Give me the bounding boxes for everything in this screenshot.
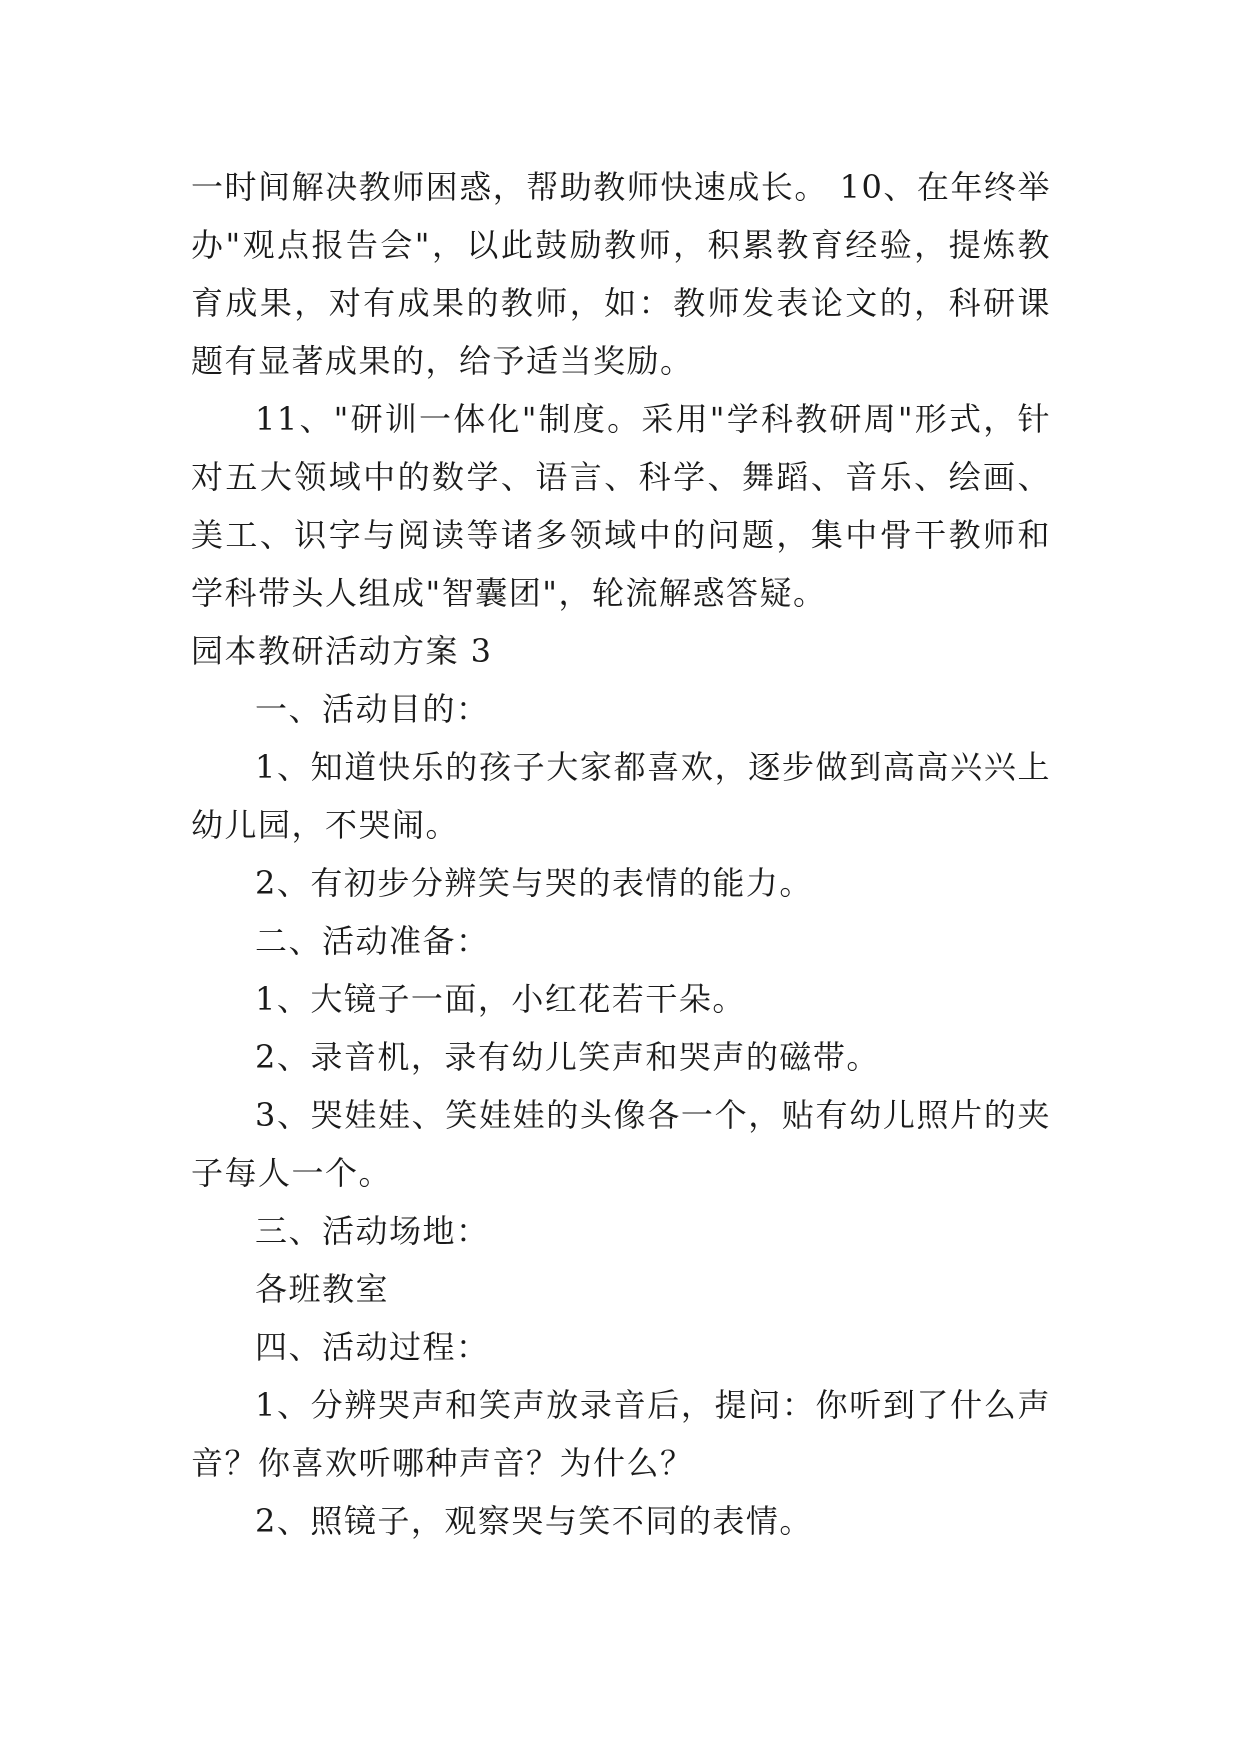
paragraph: 一时间解决教师困惑，帮助教师快速成长。 10、在年终举办"观点报告会"，以此鼓励教师，积累教育经验，提炼教育成果，对有成果的教师，如：教师发表论文的，科研课题有显著成果的，给予适当奖励。 bbox=[191, 168, 1051, 380]
paragraph: 1、大镜子一面，小红花若干朵。 bbox=[255, 980, 746, 1018]
paragraph: 3、哭娃娃、笑娃娃的头像各一个，贴有幼儿照片的夹子每人一个。 bbox=[191, 1096, 1051, 1192]
paragraph: 11、"研训一体化"制度。采用"学科教研周"形式，针对五大领域中的数学、语言、科学、舞蹈、音乐、绘画、美工、识字与阅读等诸多领域中的问题，集中骨干教师和学科带头人组成"智囊团"，轮流解惑答疑。 bbox=[191, 400, 1051, 612]
paragraph: 各班教室 bbox=[255, 1270, 390, 1308]
section-heading: 四、活动过程： bbox=[255, 1328, 490, 1366]
paragraph: 2、照镜子，观察哭与笑不同的表情。 bbox=[255, 1502, 813, 1540]
paragraph: 1、分辨哭声和笑声放录音后，提问：你听到了什么声音？你喜欢听哪种声音？为什么？ bbox=[191, 1386, 1051, 1482]
paragraph: 1、知道快乐的孩子大家都喜欢，逐步做到高高兴兴上幼儿园，不哭闹。 bbox=[191, 748, 1051, 844]
section-heading: 三、活动场地： bbox=[255, 1212, 490, 1250]
paragraph: 2、有初步分辨笑与哭的表情的能力。 bbox=[255, 864, 813, 902]
section-title: 园本教研活动方案 3 bbox=[191, 632, 493, 670]
section-heading: 一、活动目的： bbox=[255, 690, 490, 728]
section-heading: 二、活动准备： bbox=[255, 922, 490, 960]
paragraph: 2、录音机，录有幼儿笑声和哭声的磁带。 bbox=[255, 1038, 880, 1076]
document-body bbox=[191, 158, 1051, 1550]
